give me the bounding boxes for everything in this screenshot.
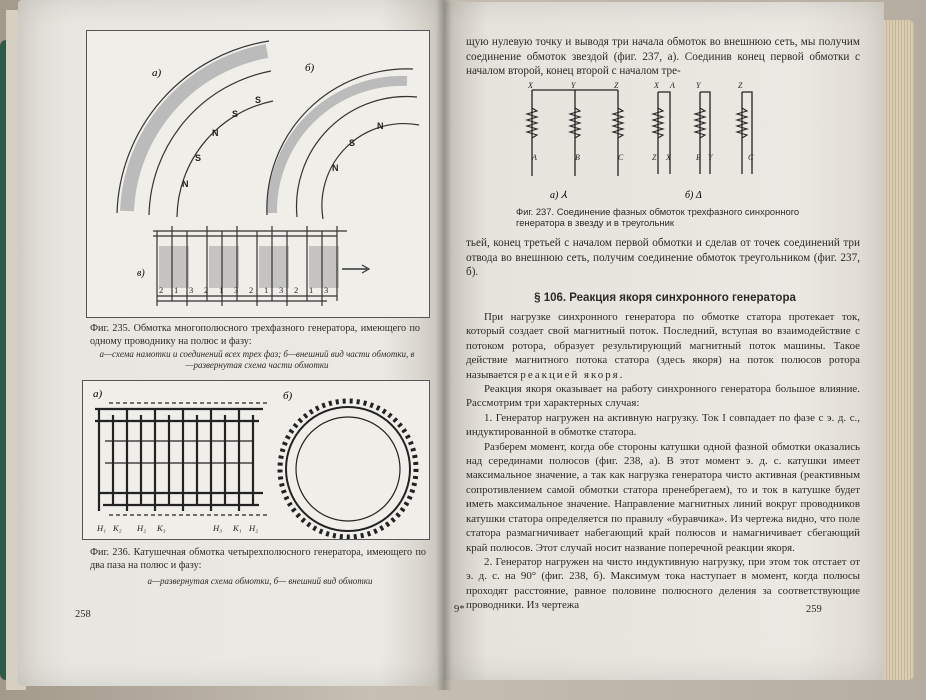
right-body-text: [466, 310, 860, 613]
svg-text:N: N: [212, 128, 219, 138]
section-heading: § 106. Реакция якоря синхронного генератора: [534, 292, 796, 304]
paragraph-2: Реакция якоря оказывает на работу синхронного генератора большое влияние. Рассмотрим три характерных случая:: [466, 383, 860, 410]
delta-top-label: Z: [738, 81, 743, 90]
delta-top-label: A: [670, 81, 675, 90]
paragraph-1: При нагрузке синхронного генератора по обмотке статора протекает ток, который создает свой магнитный поток. Последний, вступая во взаимодействие с потоком ротора, образует результирующий магнитный поток машины. Такое действие магнитного потока статора (здесь якоря) на поток полюсов ротора называется реакцией якоря.: [466, 311, 860, 381]
page-number-left: 258: [75, 609, 91, 620]
slot-number: 3: [189, 285, 194, 295]
svg-text:S: S: [255, 95, 262, 105]
star-bottom-label: B: [575, 153, 580, 162]
slot-number: 3: [279, 285, 284, 295]
slot-number: 2: [294, 285, 299, 295]
svg-text:S: S: [232, 109, 239, 119]
delta-bottom-label: X: [666, 153, 671, 162]
figure-237-caption: Фиг. 237. Соединение фазных обмоток трехфазного синхронного генератора в звезду и в треугольник: [516, 206, 800, 228]
figure-236: [82, 380, 430, 540]
figure-236-caption: Фиг. 236. Катушечная обмотка четырехполюсного генератора, имеющего по два паза на полюс и фазу:: [90, 547, 426, 571]
figure-236-subcaption: а—развернутая схема обмотки, б— внешний вид обмотки: [147, 576, 373, 586]
book-gutter: [436, 0, 452, 690]
slot-number: 1: [219, 285, 224, 295]
figure-235-caption: Фиг. 235. Обмотка многополюсного трехфазного генератора, имеющего по одному проводнику на полюс и фазу:: [90, 323, 420, 347]
terminal-label: K₁: [233, 523, 242, 533]
star-bottom-label: A: [532, 153, 537, 162]
figure-235-drawing: [87, 31, 429, 317]
delta-top-label: X: [654, 81, 659, 90]
delta-bottom-label: Z: [652, 153, 657, 162]
svg-text:N: N: [182, 179, 189, 189]
delta-bottom-label: Y: [708, 153, 713, 162]
slot-number: 3: [234, 285, 239, 295]
slot-number: 2: [204, 285, 209, 295]
svg-text:S: S: [349, 138, 356, 148]
fig236-terminals: [96, 523, 258, 533]
star-top-label: X: [528, 81, 533, 90]
page-number-right: 259: [806, 604, 822, 615]
figure-236-drawing: [83, 381, 429, 539]
slot-number: 1: [174, 285, 179, 295]
delta-bottom-label: C: [748, 153, 754, 162]
terminal-label: H₃: [213, 523, 223, 533]
terminal-label: K₃: [157, 523, 166, 533]
fig237-terminal-labels: [527, 81, 754, 162]
terminal-label: K₂: [113, 523, 122, 533]
terminal-label: H₂: [249, 523, 259, 533]
svg-text:S: S: [195, 153, 202, 163]
right-mid-text: [466, 236, 860, 280]
slot-number: 2: [159, 285, 164, 295]
figure-237-drawing: [510, 78, 770, 203]
slot-number: 1: [264, 285, 269, 295]
star-top-label: Z: [614, 81, 619, 90]
right-top-text: [466, 35, 860, 79]
slot-number: 1: [309, 285, 314, 295]
fig235-label-a: а): [152, 67, 162, 79]
star-bottom-label: C: [618, 153, 624, 162]
slot-number: 2: [249, 285, 254, 295]
figure-235: [86, 30, 430, 318]
paragraph-mid: тьей, конец третьей с началом первой обмотки и сделав от точек соединений три отвода во внешнюю сеть, получим соединение обмоток треугольником (фиг. 237, б).: [466, 237, 860, 279]
fig236-label-a: а): [93, 388, 103, 400]
paragraph-top: щую нулевую точку и выводя три начала обмоток во внешнюю сеть, мы получим соединение обмоток звездой (фиг. 237, а). Соединив конец первой обмотки с началом второй, конец второй с началом тре-: [466, 36, 860, 78]
page-stack-right: [884, 20, 914, 680]
terminal-label: H₁: [97, 523, 107, 533]
fig237-label-b: б) Δ: [685, 190, 702, 201]
paragraph-3: 1. Генератор нагружен на активную нагрузку. Ток I совпадает по фазе с э. д. с., индуктированной в обмотке статора.: [466, 411, 860, 439]
paragraph-4: Разберем момент, когда обе стороны катушки одной фазной обмотки оказались над серединами полюсов (фиг. 238, а). В этот момент э. д. с. катушки имеет максимальное значение, а так как нагрузка генератора чисто активная (реактивным сопротивлением самой обмотки статора пренебрегаем), то и ток в катушке будет иметь максимальное значение. Направление магнитных линий вокруг проводников катушки статора определяется по правилу «буравчика». Из чертежа видно, что поле статора размагничивает набегающий край полюсов и намагничивает сбегающий край полюсов. Этот случай носит название поперечной реакции якоря.: [466, 440, 860, 554]
delta-bottom-label: B: [696, 153, 701, 162]
fig235-label-b: б): [305, 62, 315, 74]
figure-237: [510, 78, 770, 203]
delta-top-label: Y: [696, 81, 701, 90]
fig237-label-a: а) ⅄: [550, 190, 567, 201]
terminal-label: H₂: [137, 523, 147, 533]
footer-signature: 9*: [454, 604, 465, 615]
figure-235-subcaption: а—схема намотки и соединений всех трех фаз; б—внешний вид части обмотки, в—развернутая схема части обмотки: [99, 349, 415, 370]
star-top-label: Y: [571, 81, 576, 90]
spaced-term: реакцией якоря.: [520, 368, 625, 381]
svg-text:N: N: [377, 121, 384, 131]
svg-text:N: N: [332, 163, 339, 173]
paragraph-5: 2. Генератор нагружен на чисто индуктивную нагрузку, при этом ток отстает от э. д. с. на 90° (фиг. 238, б). Максимум тока наступает в момент, когда полюсы проходят расстояние, равное половине полюсного деления за соответствующие проводники. Из чертежа: [466, 555, 860, 612]
fig235-label-v: в): [137, 268, 145, 279]
slot-number: 3: [324, 285, 329, 295]
fig236-label-b: б): [283, 390, 293, 402]
